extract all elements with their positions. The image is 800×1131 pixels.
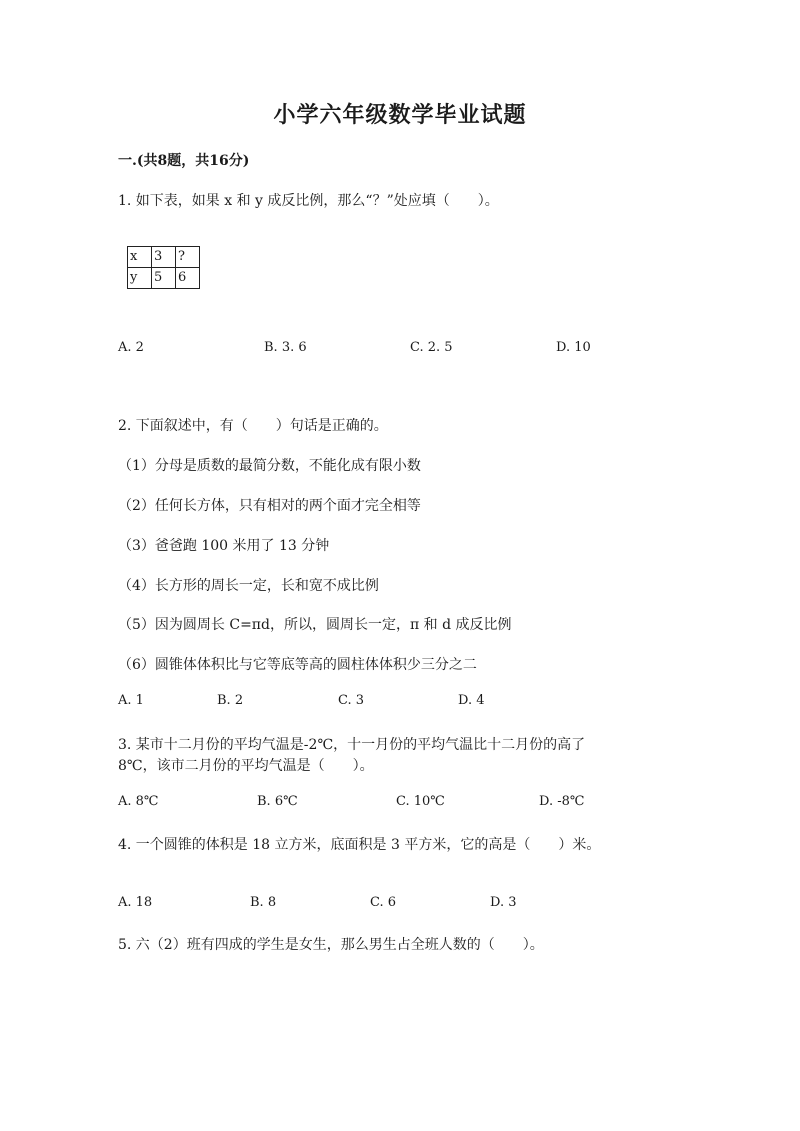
- question-2-option-b: B. 2: [217, 693, 244, 708]
- section-heading: 一.(共8题，共16分): [118, 153, 250, 169]
- question-4-text: 4. 一个圆锥的体积是 18 立方米，底面积是 3 平方米，它的高是（ ）米。: [118, 837, 601, 853]
- question-4-option-a: A. 18: [118, 895, 153, 910]
- question-1-option-b: B. 3. 6: [264, 340, 307, 355]
- question-2-option-a: A. 1: [118, 693, 144, 708]
- question-3-text-line-2: 8℃，该市二月份的平均气温是（ ）。: [118, 758, 374, 774]
- table-row: [128, 268, 200, 289]
- question-2-statement-4: （4）长方形的周长一定，长和宽不成比例: [118, 578, 379, 594]
- question-1-option-a: A. 2: [118, 340, 144, 355]
- question-4-option-c: C. 6: [370, 895, 397, 910]
- question-4-option-b: B. 8: [250, 895, 277, 910]
- table-cell: 6: [176, 268, 200, 289]
- table-cell: x: [128, 247, 152, 268]
- question-2-text: 2. 下面叙述中，有（ ）句话是正确的。: [118, 418, 388, 434]
- table-row: [128, 247, 200, 268]
- page-title: 小学六年级数学毕业试题: [273, 102, 527, 128]
- question-5-text: 5. 六（2）班有四成的学生是女生，那么男生占全班人数的（ ）。: [118, 937, 544, 953]
- question-1-table: [127, 246, 200, 289]
- question-1-text: 1. 如下表，如果 x 和 y 成反比例，那么“？”处应填（ ）。: [118, 193, 499, 209]
- question-2-statement-1: （1）分母是质数的最简分数，不能化成有限小数: [118, 458, 421, 474]
- question-3-option-d: D. -8℃: [539, 794, 585, 809]
- question-2-statement-2: （2）任何长方体，只有相对的两个面才完全相等: [118, 498, 421, 514]
- table-cell: ?: [176, 247, 200, 268]
- question-2-statement-3: （3）爸爸跑 100 米用了 13 分钟: [118, 538, 330, 554]
- table-cell: y: [128, 268, 152, 289]
- question-1-option-c: C. 2. 5: [410, 340, 453, 355]
- table-cell: 3: [152, 247, 176, 268]
- question-4-option-d: D. 3: [490, 895, 517, 910]
- question-2-option-c: C. 3: [338, 693, 365, 708]
- question-2-statement-6: （6）圆锥体体积比与它等底等高的圆柱体体积少三分之二: [118, 657, 477, 673]
- table-cell: 5: [152, 268, 176, 289]
- question-2-option-d: D. 4: [458, 693, 485, 708]
- question-3-option-c: C. 10℃: [396, 794, 445, 809]
- question-3-text-line-1: 3. 某市十二月份的平均气温是-2℃，十一月份的平均气温比十二月份的高了: [118, 737, 586, 753]
- question-2-statement-5: （5）因为圆周长 C=πd，所以，圆周长一定，π 和 d 成反比例: [118, 617, 512, 633]
- question-3-option-a: A. 8℃: [118, 794, 159, 809]
- question-1-option-d: D. 10: [556, 340, 591, 355]
- question-3-option-b: B. 6℃: [257, 794, 298, 809]
